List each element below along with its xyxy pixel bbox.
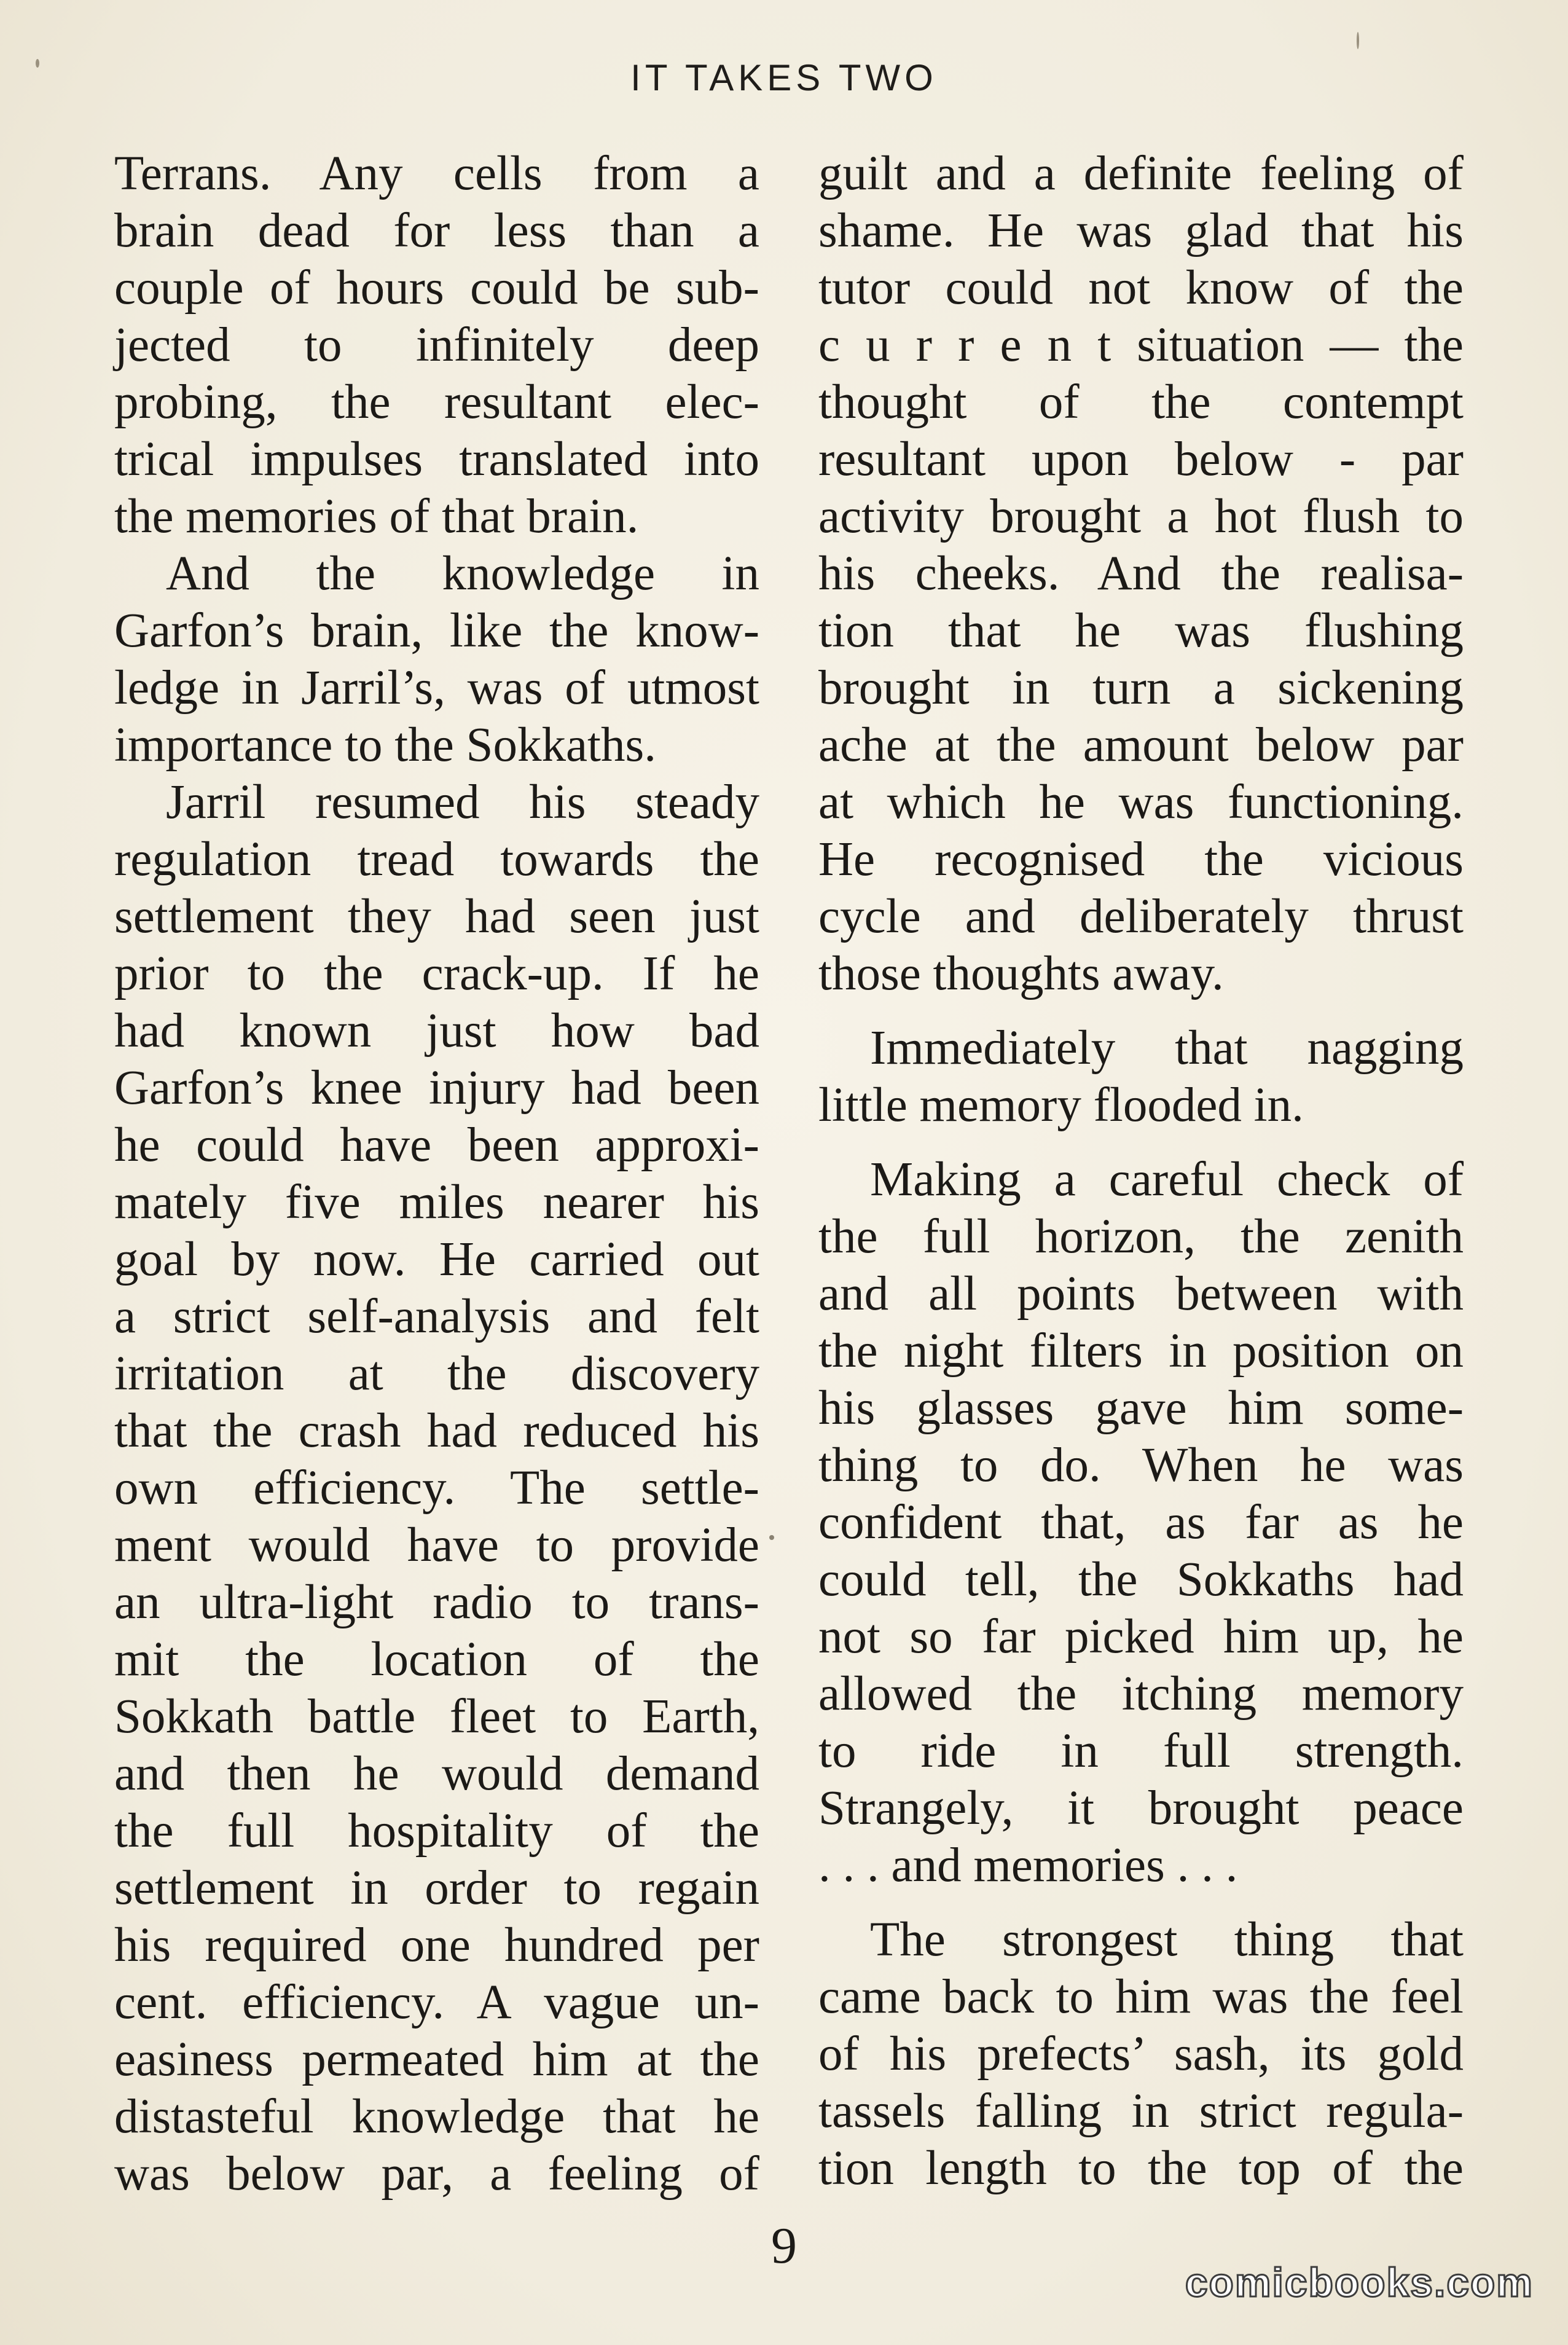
text-line: those thoughts away. [818, 947, 1224, 1000]
text-line: and then he would demand [114, 1747, 759, 1801]
text-line: tassels falling in strict regula- [818, 2084, 1464, 2138]
text-line: tion length to the top of the [818, 2142, 1464, 2195]
text-line: resultant upon below - par [818, 433, 1464, 486]
text-line: his required one hundred per [114, 1919, 759, 1972]
watermark-text: comicbooks.com [1185, 2260, 1534, 2305]
text-line: regulation tread towards the [114, 833, 759, 886]
text-line: prior to the crack-up. If he [114, 947, 759, 1000]
text-line: . . . and memories . . . [818, 1839, 1238, 1892]
text-line: mately five miles nearer his [114, 1176, 759, 1229]
text-line: could tell, the Sokkaths had [818, 1553, 1464, 1606]
text-line: goal by now. He carried out [114, 1233, 759, 1286]
text-line: Terrans. Any cells from a [114, 147, 759, 200]
paper-speck [1357, 32, 1359, 49]
text-line: importance to the Sokkaths. [114, 718, 656, 772]
text-line: came back to him was the feel [818, 1970, 1464, 2024]
text-line: distasteful knowledge that he [114, 2090, 759, 2143]
text-line: ledge in Jarril’s, was of utmost [114, 661, 759, 715]
text-line: little memory flooded in. [818, 1078, 1304, 1132]
text-line: ache at the amount below par [818, 718, 1464, 772]
text-line: the memories of that brain. [114, 490, 639, 543]
paragraph-gap [818, 1894, 1464, 1911]
paper-speck [36, 59, 39, 68]
text-line: was below par, a feeling of [114, 2147, 759, 2201]
text-line: mit the location of the [114, 1633, 759, 1686]
text-line: Garfon’s knee injury had been [114, 1061, 759, 1115]
text-line: his cheeks. And the realisa- [818, 547, 1464, 600]
text-line: an ultra-light radio to trans- [114, 1576, 759, 1629]
text-line: settlement they had seen just [114, 890, 759, 943]
text-line: tion that he was flushing [818, 604, 1464, 658]
text-line: and all points between with [818, 1267, 1464, 1321]
text-line: settlement in order to regain [114, 1861, 759, 1915]
text-line: had known just how bad [114, 1004, 759, 1058]
text-line: easiness permeated him at the [114, 2033, 759, 2086]
text-line: Strangely, it brought peace [818, 1781, 1464, 1835]
text-line: Garfon’s brain, like the know- [114, 604, 759, 658]
text-line: allowed the itching memory [818, 1667, 1464, 1721]
right-column [818, 145, 1464, 2197]
text-line: ment would have to provide [114, 1518, 759, 1572]
text-line: the night filters in position on [818, 1324, 1464, 1378]
text-line: a strict self-analysis and felt [114, 1290, 759, 1343]
text-line: shame. He was glad that his [818, 204, 1464, 257]
text-line: And the knowledge in [166, 547, 759, 600]
text-line: to ride in full strength. [818, 1724, 1464, 1778]
text-line: confident that, as far as he [818, 1496, 1464, 1549]
text-line: he could have been approxi- [114, 1118, 759, 1172]
paper-speck [769, 1535, 774, 1540]
text-line: probing, the resultant elec- [114, 375, 759, 429]
text-line: brain dead for less than a [114, 204, 759, 257]
paragraph-gap [818, 1134, 1464, 1151]
text-line: jected to infinitely deep [114, 318, 759, 372]
text-line: Making a careful check of [870, 1153, 1464, 1206]
text-line: Jarril resumed his steady [166, 776, 759, 829]
text-line: not so far picked him up, he [818, 1610, 1464, 1663]
text-line: the full hospitality of the [114, 1804, 759, 1858]
text-line: brought in turn a sickening [818, 661, 1464, 715]
text-line: thing to do. When he was [818, 1439, 1464, 1492]
text-line: The strongest thing that [870, 1913, 1464, 1966]
text-line: thought of the contempt [818, 375, 1464, 429]
text-line: at which he was functioning. [818, 776, 1464, 829]
text-line: guilt and a definite feeling of [818, 147, 1464, 200]
running-head: IT TAKES TWO [630, 57, 938, 98]
text-line: Sokkath battle fleet to Earth, [114, 1690, 759, 1743]
text-line: Immediately that nagging [870, 1021, 1464, 1075]
text-line: the full horizon, the zenith [818, 1210, 1464, 1263]
text-line: couple of hours could be sub- [114, 261, 759, 315]
text-line: tutor could not know of the [818, 261, 1464, 315]
page-number: 9 [771, 2217, 797, 2274]
paragraph-gap [818, 1002, 1464, 1019]
text-line: of his prefects’ sash, its gold [818, 2027, 1464, 2081]
text-line: trical impulses translated into [114, 433, 759, 486]
text-line: He recognised the vicious [818, 833, 1464, 886]
text-line: c u r r e n t situation — the [818, 318, 1464, 372]
text-line: cent. efficiency. A vague un- [114, 1976, 759, 2029]
text-line: irritation at the discovery [114, 1347, 759, 1400]
text-line: that the crash had reduced his [114, 1404, 759, 1458]
text-line: own efficiency. The settle- [114, 1461, 759, 1515]
text-line: cycle and deliberately thrust [818, 890, 1464, 943]
left-column [114, 145, 759, 2202]
text-line: activity brought a hot flush to [818, 490, 1464, 543]
text-line: his glasses gave him some- [818, 1381, 1464, 1435]
